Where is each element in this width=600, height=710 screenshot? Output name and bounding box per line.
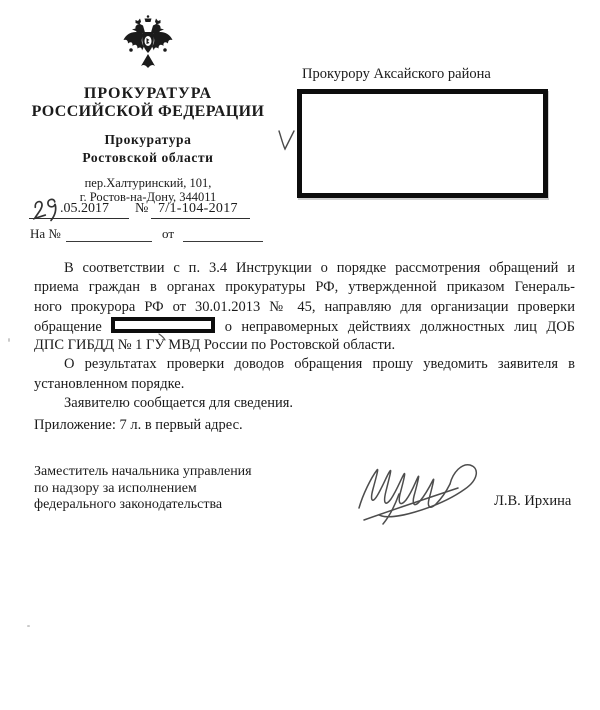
signer-name: Л.В. Ирхина — [494, 493, 572, 509]
letter-body — [34, 259, 575, 413]
inline-redaction-box — [111, 317, 215, 333]
incoming-number-label: На № — [30, 226, 61, 241]
double-headed-eagle-icon — [121, 14, 175, 74]
org-address-line2: г. Ростов-на-Дону, 344011 — [79, 190, 217, 204]
number-underline — [151, 218, 250, 219]
scan-speck — [8, 338, 10, 342]
number-sign: № — [135, 201, 149, 216]
addressee-title: Прокурору Аксайского района — [302, 66, 491, 82]
body-line: установленном порядке. — [34, 375, 185, 392]
letterhead — [28, 14, 268, 204]
addressee-redaction-box — [297, 89, 548, 198]
org-subdivision-line1: Прокуратура — [104, 132, 192, 147]
org-name-line1: ПРОКУРАТУРА — [83, 85, 213, 102]
signer-position — [34, 464, 252, 514]
body-text: обращение — [34, 318, 102, 335]
scan-speck — [27, 625, 30, 627]
signature-scrawl — [352, 458, 487, 531]
incoming-number-blank — [66, 241, 152, 242]
org-subdivision-line2: Ростовской области — [82, 150, 214, 165]
org-name-line2: РОССИЙСКОЙ ФЕДЕРАЦИИ — [31, 103, 265, 120]
date-typed: .05.2017 — [60, 201, 109, 216]
signer-position-line3: федерального законодательства — [34, 497, 223, 512]
handwritten-date-day — [30, 195, 62, 229]
body-line: ного прокурора РФ от 30.01.2013 № 45, направляю для организации проверки — [34, 298, 575, 315]
incoming-from-label: от — [162, 226, 175, 241]
body-line: О результатах проверки доводов обращения прошу уведомить заявителя в — [64, 356, 575, 373]
incoming-from-blank — [183, 241, 263, 242]
handwritten-checkmark — [277, 128, 297, 157]
attachment-line: Приложение: 7 л. в первый адрес. — [34, 417, 243, 433]
body-line: В соответствии с п. 3.4 Инструкции о порядке рассмотрения обращений и — [64, 260, 575, 276]
body-line: приема граждан в органах прокуратуры РФ, утвержденной приказом Генераль- — [34, 279, 575, 296]
handwritten-mark — [157, 328, 167, 347]
date-underline — [29, 218, 129, 219]
signer-position-line2: по надзору за исполнением — [34, 480, 197, 496]
signer-position-line1: Заместитель начальника управления — [34, 464, 252, 479]
body-line: Заявителю сообщается для сведения. — [64, 395, 294, 412]
coat-of-arms — [121, 14, 175, 79]
org-address-line1: пер.Халтуринский, 101, — [84, 176, 212, 190]
body-text: о неправомерных действиях должностных лиц ДОБ — [224, 318, 576, 335]
body-line-with-redaction — [34, 317, 575, 336]
outgoing-number: 7/1-104-2017 — [158, 201, 238, 216]
body-line: ДПС ГИБДД № 1 ГУ МВД России по Ростовской области. — [34, 337, 396, 354]
